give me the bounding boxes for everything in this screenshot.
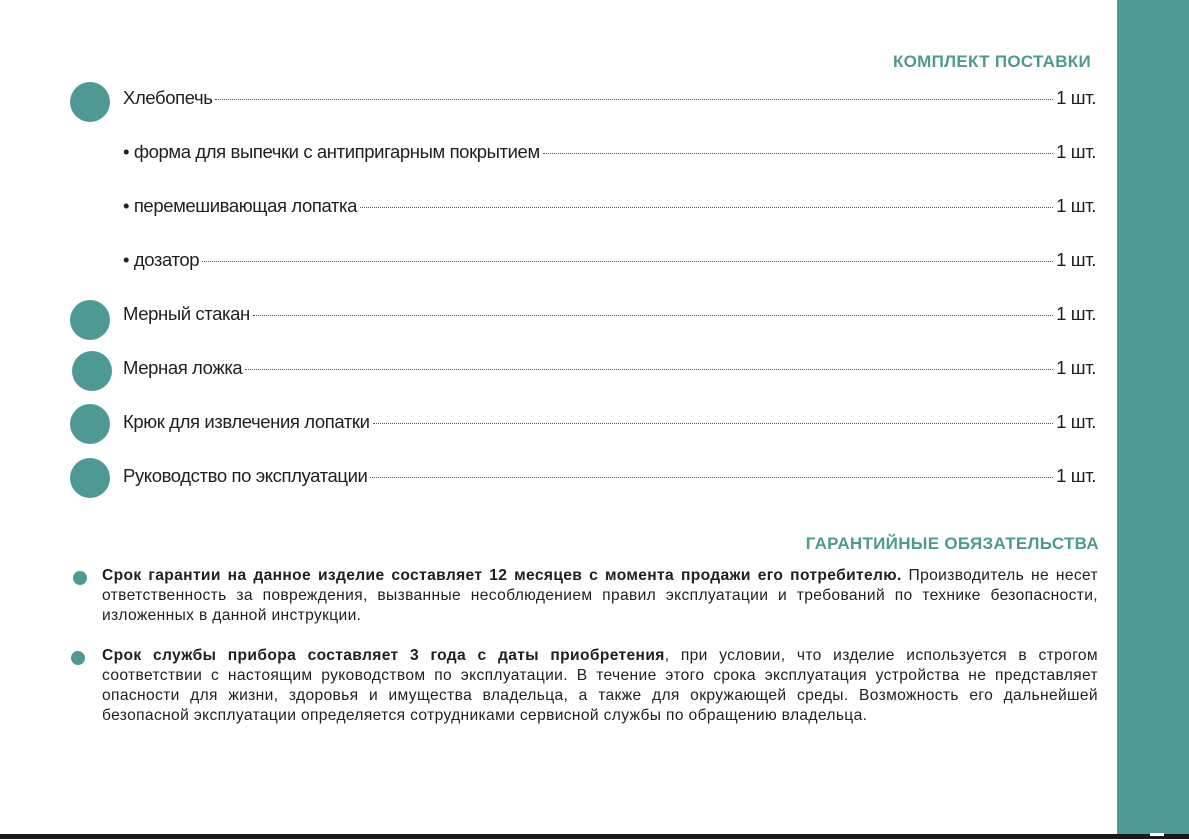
bullet-dot-icon [70,458,110,498]
kit-item-qty: 1 шт. [1056,465,1096,486]
warranty-paragraph [102,566,1098,626]
warranty-heading: ГАРАНТИЙНЫЕ ОБЯЗАТЕЛЬСТВА [805,534,1099,553]
kit-subitem [123,141,1096,163]
service-life-text: , при условии, что изделие используется в строгом соответствии с настоящим руководством по эксплуатации. В течение этого срока эксплуатация устройства не представляет опасности для жизни, здоровья и имущества владельца, а также для окружающей среды. Возможность его дальнейшей безопасной эксплуатации определяется сотрудниками сервисной службы по обращению владельца. [102,647,1098,724]
kit-item-label: Хлебопечь [123,87,213,108]
dot-leader [253,315,1053,316]
bullet-dot-icon [70,404,110,444]
dot-leader [202,261,1053,262]
kit-item-qty: 1 шт. [1056,411,1096,432]
kit-item-qty: 1 шт. [1056,357,1096,378]
corner-mark [1150,833,1164,836]
kit-item [123,411,1096,433]
kit-subitem [123,249,1096,271]
warranty-term-bold: Срок гарантии на данное изделие составляет 12 месяцев с момента продажи его потребителю. [102,567,902,584]
bullet-dot-icon [70,82,110,122]
kit-item-label: • дозатор [123,249,200,270]
service-life-bold: Срок службы прибора составляет 3 года с даты приобретения [102,647,665,664]
kit-item-label: Руководство по эксплуатации [123,465,368,486]
bullet-dot-icon [71,651,85,665]
kit-item-qty: 1 шт. [1056,195,1096,216]
kit-item [123,465,1096,487]
kit-item [123,87,1096,109]
kit-item [123,357,1096,379]
kit-item-qty: 1 шт. [1056,87,1096,108]
kit-item-label: Мерный стакан [123,303,250,324]
kit-subitem [123,195,1096,217]
kit-item-label: Мерная ложка [123,357,243,378]
bullet-dot-icon [70,300,110,340]
bullet-dot-icon [72,351,112,391]
dot-leader [373,423,1054,424]
kit-item-qty: 1 шт. [1056,141,1096,162]
kit-item-label: • форма для выпечки с антипригарным покрытием [123,141,540,162]
dot-leader [370,477,1053,478]
bullet-dot-icon [73,571,87,585]
service-life-paragraph [102,646,1098,726]
kit-item-qty: 1 шт. [1056,303,1096,324]
kit-item-qty: 1 шт. [1056,249,1096,270]
warranty-term-text: Производитель не несет ответственность за повреждения, вызванные несоблюдением правил эксплуатации и требований по технике безопасности, изложенных в данной инструкции. [102,567,1098,624]
bottom-border [0,834,1189,839]
kit-item-label: • перемешивающая лопатка [123,195,357,216]
kit-item-label: Крюк для извлечения лопатки [123,411,370,432]
dot-leader [215,99,1053,100]
dot-leader [543,153,1053,154]
kit-item [123,303,1096,325]
dot-leader [360,207,1053,208]
side-accent-bar [1117,0,1189,839]
kit-heading: КОМПЛЕКТ ПОСТАВКИ [892,52,1091,71]
dot-leader [245,369,1053,370]
